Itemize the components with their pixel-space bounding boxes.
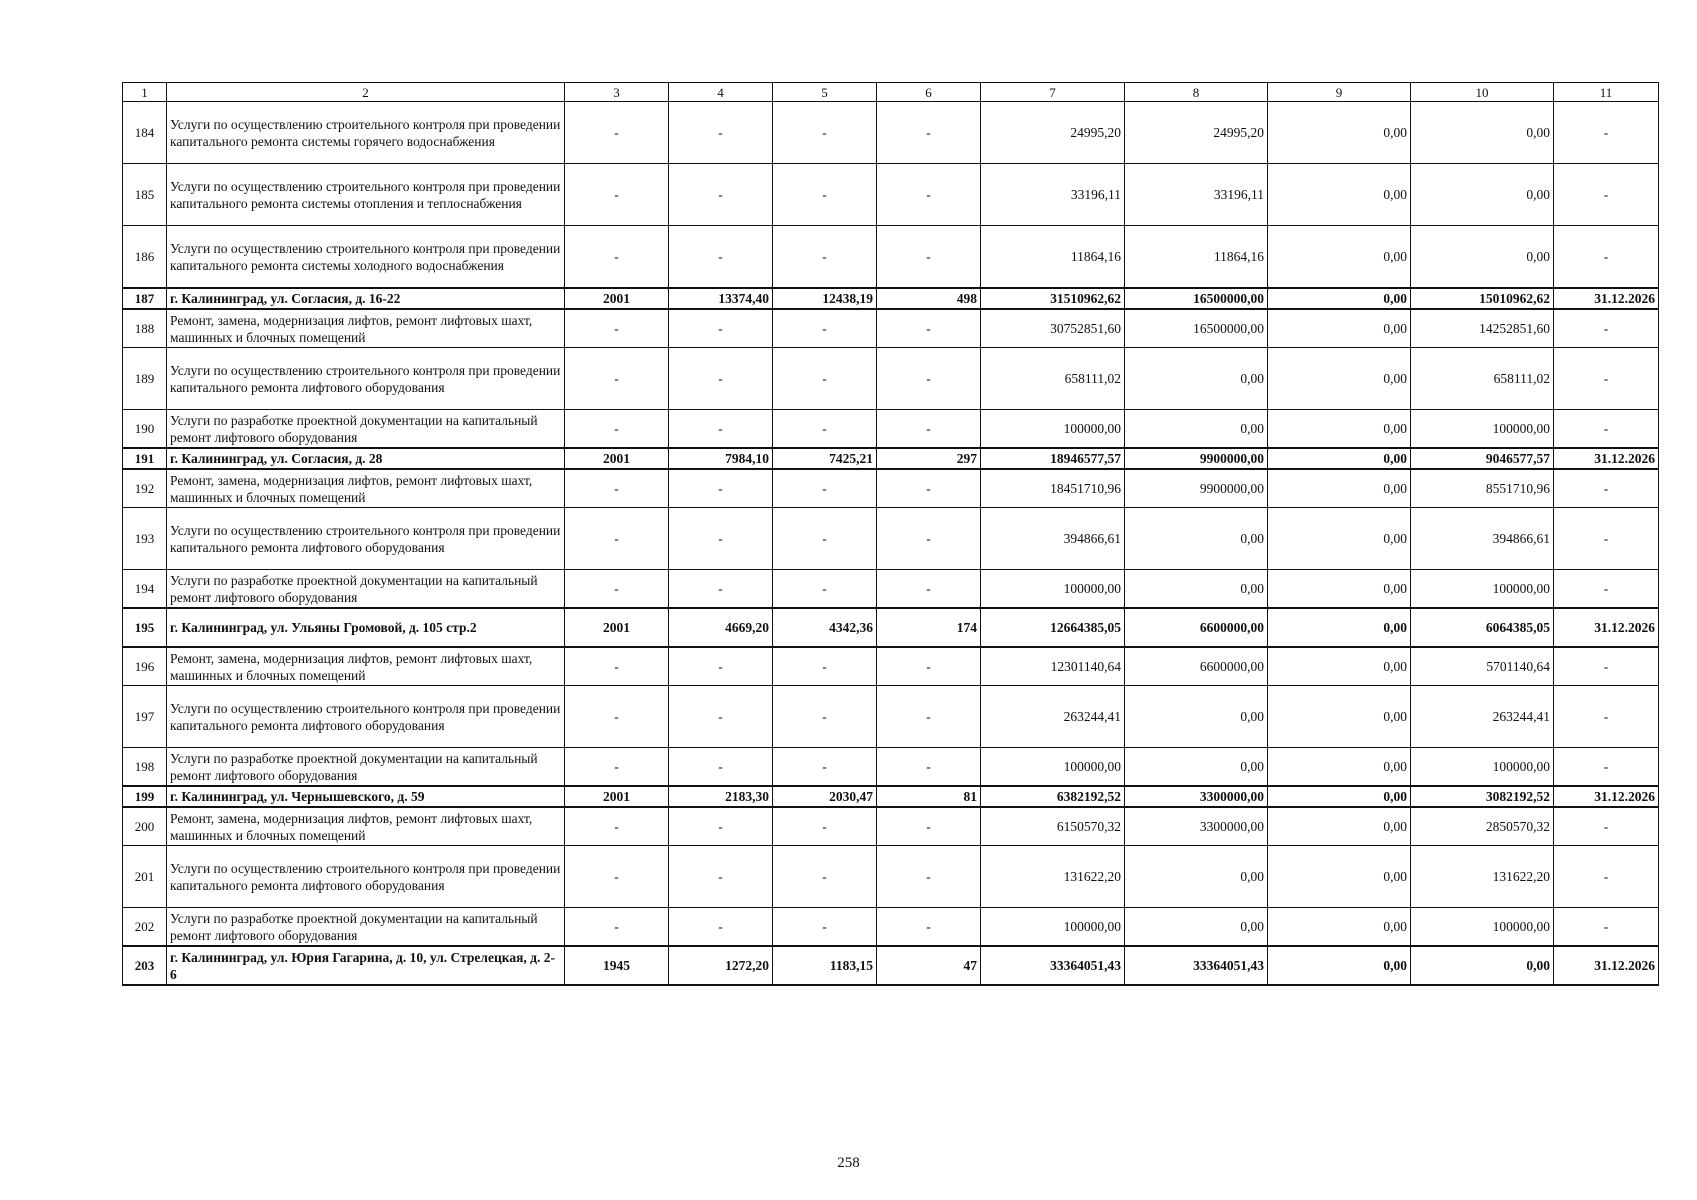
total-cost: 131622,20 [981,846,1125,908]
year-built: - [565,102,669,164]
column-number: 4 [669,83,773,102]
year-built: 2001 [565,448,669,469]
cost-column-9: 0,00 [1268,846,1411,908]
work-item-row [123,102,1659,164]
total-cost: 30752851,60 [981,309,1125,348]
deadline-date: - [1554,748,1659,787]
row-description: Услуги по разработке проектной документации на капитальный ремонт лифтового оборудования [167,748,565,787]
deadline-date: - [1554,647,1659,686]
residents-count: - [877,686,981,748]
year-built: - [565,226,669,289]
residents-count: - [877,570,981,609]
deadline-date: - [1554,908,1659,947]
year-built: 2001 [565,288,669,309]
cost-column-9: 0,00 [1268,686,1411,748]
cost-column-9: 0,00 [1268,309,1411,348]
living-area: - [773,807,877,846]
year-built: - [565,570,669,609]
cost-column-8: 0,00 [1125,748,1268,787]
living-area: - [773,846,877,908]
row-number: 186 [123,226,167,289]
residents-count: - [877,410,981,449]
total-cost: 11864,16 [981,226,1125,289]
living-area: - [773,908,877,947]
works-table [122,82,1659,986]
living-area: - [773,570,877,609]
row-number: 191 [123,448,167,469]
row-description: Услуги по осуществлению строительного контроля при проведении капитального ремонта системы отопления и теплоснабжения [167,164,565,226]
deadline-date: - [1554,686,1659,748]
address-row [123,288,1659,309]
row-number: 187 [123,288,167,309]
year-built: 1945 [565,946,669,985]
total-cost: 12301140,64 [981,647,1125,686]
row-description: Ремонт, замена, модернизация лифтов, ремонт лифтовых шахт, машинных и блочных помещений [167,647,565,686]
cost-column-10: 100000,00 [1411,570,1554,609]
living-area: - [773,508,877,570]
deadline-date: - [1554,348,1659,410]
cost-column-9: 0,00 [1268,348,1411,410]
row-description: Услуги по разработке проектной документации на капитальный ремонт лифтового оборудования [167,908,565,947]
total-area: - [669,348,773,410]
cost-column-10: 2850570,32 [1411,807,1554,846]
cost-column-9: 0,00 [1268,946,1411,985]
total-cost: 100000,00 [981,908,1125,947]
total-area: 13374,40 [669,288,773,309]
work-item-row [123,164,1659,226]
residents-count: - [877,226,981,289]
cost-column-8: 0,00 [1125,686,1268,748]
living-area: - [773,226,877,289]
cost-column-8: 16500000,00 [1125,288,1268,309]
cost-column-10: 263244,41 [1411,686,1554,748]
work-item-row [123,348,1659,410]
residents-count: - [877,469,981,508]
deadline-date: - [1554,309,1659,348]
cost-column-8: 3300000,00 [1125,807,1268,846]
cost-column-9: 0,00 [1268,410,1411,449]
residents-count: - [877,647,981,686]
row-description: Услуги по осуществлению строительного контроля при проведении капитального ремонта лифтового оборудования [167,846,565,908]
total-area: - [669,908,773,947]
cost-column-10: 5701140,64 [1411,647,1554,686]
cost-column-9: 0,00 [1268,164,1411,226]
residents-count: - [877,908,981,947]
year-built: - [565,748,669,787]
row-number: 185 [123,164,167,226]
work-item-row [123,647,1659,686]
row-number: 195 [123,608,167,647]
residents-count: 174 [877,608,981,647]
living-area: - [773,164,877,226]
total-area: - [669,686,773,748]
cost-column-8: 6600000,00 [1125,647,1268,686]
cost-column-9: 0,00 [1268,786,1411,807]
cost-column-8: 0,00 [1125,570,1268,609]
total-area: - [669,807,773,846]
row-number: 193 [123,508,167,570]
cost-column-10: 131622,20 [1411,846,1554,908]
deadline-date: 31.12.2026 [1554,288,1659,309]
deadline-date: 31.12.2026 [1554,608,1659,647]
cost-column-9: 0,00 [1268,647,1411,686]
row-description: г. Калининград, ул. Ульяны Громовой, д. 105 стр.2 [167,608,565,647]
address-row [123,946,1659,985]
cost-column-9: 0,00 [1268,608,1411,647]
cost-column-9: 0,00 [1268,807,1411,846]
cost-column-10: 6064385,05 [1411,608,1554,647]
total-cost: 18451710,96 [981,469,1125,508]
living-area: - [773,647,877,686]
total-area: 2183,30 [669,786,773,807]
work-item-row [123,309,1659,348]
year-built: - [565,647,669,686]
cost-column-8: 9900000,00 [1125,448,1268,469]
row-number: 189 [123,348,167,410]
residents-count: - [877,748,981,787]
cost-column-9: 0,00 [1268,469,1411,508]
total-cost: 100000,00 [981,410,1125,449]
deadline-date: - [1554,469,1659,508]
column-number: 8 [1125,83,1268,102]
cost-column-8: 3300000,00 [1125,786,1268,807]
deadline-date: 31.12.2026 [1554,946,1659,985]
living-area: - [773,102,877,164]
address-row [123,786,1659,807]
cost-column-10: 15010962,62 [1411,288,1554,309]
row-description: Услуги по осуществлению строительного контроля при проведении капитального ремонта лифтового оборудования [167,348,565,410]
cost-column-8: 0,00 [1125,410,1268,449]
cost-column-10: 9046577,57 [1411,448,1554,469]
total-cost: 100000,00 [981,748,1125,787]
total-area: 7984,10 [669,448,773,469]
row-description: Услуги по осуществлению строительного контроля при проведении капитального ремонта системы горячего водоснабжения [167,102,565,164]
deadline-date: - [1554,570,1659,609]
cost-column-8: 0,00 [1125,846,1268,908]
residents-count: 47 [877,946,981,985]
cost-column-10: 0,00 [1411,164,1554,226]
deadline-date: 31.12.2026 [1554,448,1659,469]
residents-count: - [877,164,981,226]
deadline-date: - [1554,164,1659,226]
work-item-row [123,846,1659,908]
year-built: - [565,164,669,226]
cost-column-9: 0,00 [1268,908,1411,947]
cost-column-8: 6600000,00 [1125,608,1268,647]
total-area: - [669,469,773,508]
year-built: - [565,508,669,570]
cost-column-10: 0,00 [1411,946,1554,985]
residents-count: - [877,508,981,570]
address-row [123,448,1659,469]
cost-column-9: 0,00 [1268,748,1411,787]
row-number: 201 [123,846,167,908]
residents-count: 498 [877,288,981,309]
total-cost: 6150570,32 [981,807,1125,846]
residents-count: - [877,102,981,164]
cost-column-10: 3082192,52 [1411,786,1554,807]
residents-count: - [877,348,981,410]
cost-column-9: 0,00 [1268,448,1411,469]
living-area: - [773,686,877,748]
cost-column-8: 24995,20 [1125,102,1268,164]
work-item-row [123,469,1659,508]
cost-column-8: 33364051,43 [1125,946,1268,985]
work-item-row [123,410,1659,449]
total-area: - [669,570,773,609]
cost-column-8: 11864,16 [1125,226,1268,289]
deadline-date: - [1554,508,1659,570]
work-item-row [123,686,1659,748]
total-cost: 12664385,05 [981,608,1125,647]
row-number: 202 [123,908,167,947]
column-number: 3 [565,83,669,102]
year-built: - [565,348,669,410]
row-number: 196 [123,647,167,686]
row-description: Услуги по осуществлению строительного контроля при проведении капитального ремонта системы холодного водоснабжения [167,226,565,289]
row-number: 184 [123,102,167,164]
residents-count: 81 [877,786,981,807]
cost-column-10: 100000,00 [1411,410,1554,449]
year-built: 2001 [565,786,669,807]
deadline-date: - [1554,846,1659,908]
row-description: Ремонт, замена, модернизация лифтов, ремонт лифтовых шахт, машинных и блочных помещений [167,469,565,508]
cost-column-10: 658111,02 [1411,348,1554,410]
cost-column-9: 0,00 [1268,570,1411,609]
row-description: Услуги по разработке проектной документации на капитальный ремонт лифтового оборудования [167,570,565,609]
residents-count: - [877,807,981,846]
work-item-row [123,570,1659,609]
residents-count: - [877,309,981,348]
cost-column-8: 16500000,00 [1125,309,1268,348]
total-area: - [669,748,773,787]
living-area: 4342,36 [773,608,877,647]
column-number: 6 [877,83,981,102]
cost-column-10: 0,00 [1411,102,1554,164]
cost-column-8: 0,00 [1125,508,1268,570]
row-number: 199 [123,786,167,807]
total-cost: 100000,00 [981,570,1125,609]
year-built: - [565,807,669,846]
total-area: - [669,164,773,226]
row-number: 198 [123,748,167,787]
row-description: Ремонт, замена, модернизация лифтов, ремонт лифтовых шахт, машинных и блочных помещений [167,309,565,348]
cost-column-8: 33196,11 [1125,164,1268,226]
living-area: - [773,309,877,348]
row-description: Услуги по осуществлению строительного контроля при проведении капитального ремонта лифтового оборудования [167,686,565,748]
row-description: г. Калининград, ул. Согласия, д. 28 [167,448,565,469]
total-area: - [669,647,773,686]
address-row [123,608,1659,647]
page-number: 258 [837,1155,860,1171]
year-built: - [565,908,669,947]
total-area: 1272,20 [669,946,773,985]
living-area: - [773,748,877,787]
deadline-date: - [1554,807,1659,846]
column-number: 2 [167,83,565,102]
row-description: г. Калининград, ул. Согласия, д. 16-22 [167,288,565,309]
year-built: - [565,410,669,449]
row-number: 197 [123,686,167,748]
deadline-date: - [1554,102,1659,164]
cost-column-9: 0,00 [1268,102,1411,164]
total-cost: 658111,02 [981,348,1125,410]
work-item-row [123,508,1659,570]
row-number: 200 [123,807,167,846]
total-area: - [669,846,773,908]
total-cost: 33364051,43 [981,946,1125,985]
total-area: - [669,410,773,449]
year-built: - [565,309,669,348]
cost-column-8: 0,00 [1125,348,1268,410]
cost-column-9: 0,00 [1268,288,1411,309]
column-number: 11 [1554,83,1659,102]
total-area: - [669,508,773,570]
cost-column-9: 0,00 [1268,508,1411,570]
work-item-row [123,748,1659,787]
living-area: - [773,410,877,449]
cost-column-10: 14252851,60 [1411,309,1554,348]
row-description: Услуги по разработке проектной документации на капитальный ремонт лифтового оборудования [167,410,565,449]
living-area: 2030,47 [773,786,877,807]
total-area: - [669,309,773,348]
total-cost: 18946577,57 [981,448,1125,469]
living-area: - [773,469,877,508]
work-item-row [123,807,1659,846]
year-built: 2001 [565,608,669,647]
column-number: 7 [981,83,1125,102]
living-area: 12438,19 [773,288,877,309]
total-cost: 263244,41 [981,686,1125,748]
work-item-row [123,226,1659,289]
column-number: 5 [773,83,877,102]
deadline-date: - [1554,410,1659,449]
total-area: 4669,20 [669,608,773,647]
total-area: - [669,102,773,164]
column-number: 1 [123,83,167,102]
living-area: 1183,15 [773,946,877,985]
deadline-date: - [1554,226,1659,289]
row-description: г. Калининград, ул. Юрия Гагарина, д. 10, ул. Стрелецкая, д. 2-6 [167,946,565,985]
total-cost: 24995,20 [981,102,1125,164]
total-area: - [669,226,773,289]
column-number: 10 [1411,83,1554,102]
living-area: - [773,348,877,410]
total-cost: 6382192,52 [981,786,1125,807]
cost-column-10: 100000,00 [1411,748,1554,787]
year-built: - [565,686,669,748]
living-area: 7425,21 [773,448,877,469]
residents-count: 297 [877,448,981,469]
cost-column-10: 8551710,96 [1411,469,1554,508]
row-number: 203 [123,946,167,985]
cost-column-10: 100000,00 [1411,908,1554,947]
row-number: 188 [123,309,167,348]
column-number-row [123,83,1659,102]
row-number: 190 [123,410,167,449]
cost-column-9: 0,00 [1268,226,1411,289]
work-item-row [123,908,1659,947]
deadline-date: 31.12.2026 [1554,786,1659,807]
residents-count: - [877,846,981,908]
row-description: Ремонт, замена, модернизация лифтов, ремонт лифтовых шахт, машинных и блочных помещений [167,807,565,846]
cost-column-10: 394866,61 [1411,508,1554,570]
year-built: - [565,846,669,908]
row-description: г. Калининград, ул. Чернышевского, д. 59 [167,786,565,807]
year-built: - [565,469,669,508]
row-description: Услуги по осуществлению строительного контроля при проведении капитального ремонта лифтового оборудования [167,508,565,570]
total-cost: 394866,61 [981,508,1125,570]
cost-column-10: 0,00 [1411,226,1554,289]
row-number: 194 [123,570,167,609]
cost-column-8: 9900000,00 [1125,469,1268,508]
column-number: 9 [1268,83,1411,102]
total-cost: 33196,11 [981,164,1125,226]
total-cost: 31510962,62 [981,288,1125,309]
row-number: 192 [123,469,167,508]
cost-column-8: 0,00 [1125,908,1268,947]
